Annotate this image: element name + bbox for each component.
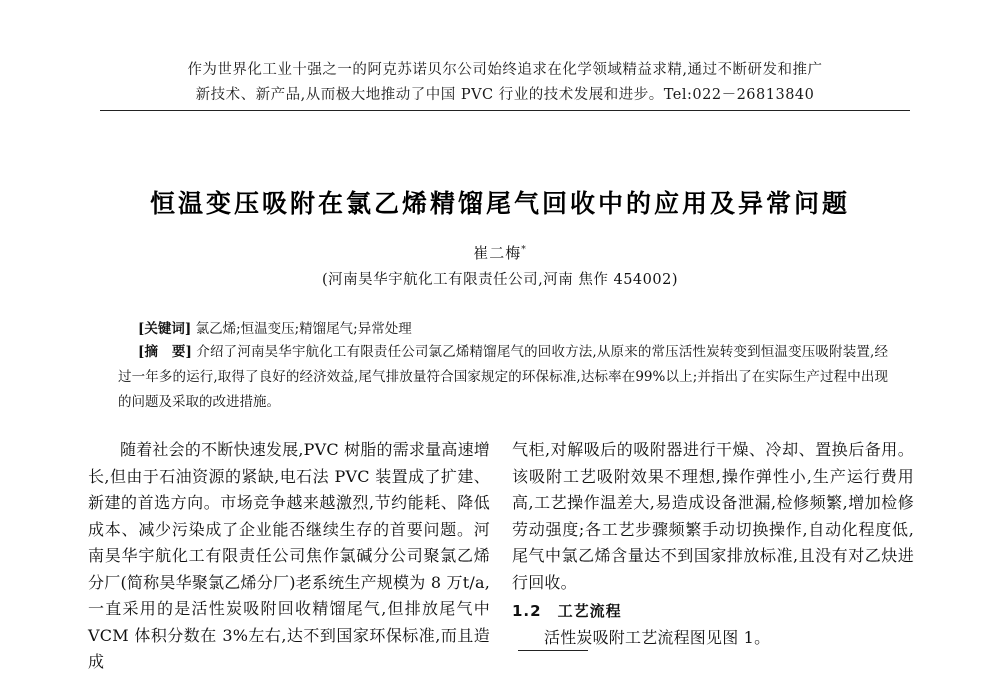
section-heading: [512, 598, 914, 625]
article-title: 恒温变压吸附在氯乙烯精馏尾气回收中的应用及异常问题: [149, 189, 850, 218]
abstract-label: [摘 要]: [138, 344, 192, 360]
author-affiliation: (河南昊华宇航化工有限责任公司,河南 焦作 454002): [322, 272, 678, 288]
header-divider: [100, 110, 910, 111]
author-line: [0, 242, 1000, 263]
header-line-1: 作为世界化工业十强之一的阿克苏诺贝尔公司始终追求在化学领域精益求精,通过不断研发和推广: [187, 62, 823, 78]
keywords-label: [关键词]: [138, 321, 192, 337]
section-text: 活性炭吸附工艺流程图见图 1。: [544, 627, 771, 647]
keywords-block: [138, 318, 888, 340]
body-paragraph-right: 气柜,对解吸后的吸附器进行干燥、冷却、置换后备用。该吸附工艺吸附效果不理想,操作弹性小,生产运行费用高,工艺操作温差大,易造成设备泄漏,检修频繁,增加检修劳动强度;各工艺步骤频繁手动切换操作,自动化程度低,尾气中氯乙烯含量达不到国家排放标准,且没有对乙炔进行回收。: [512, 440, 914, 592]
author-name: 崔二梅: [473, 244, 522, 262]
body-paragraph-left: 随着社会的不断快速发展,PVC 树脂的需求量高速增长,但由于石油资源的紧缺,电石法 PVC 装置成了扩建、新建的首选方向。市场竞争越来越激烈,节约能耗、降低成本、减少污染成了企业能否继续生存的首要问题。河南昊华宇航化工有限责任公司焦作氯碱分公司聚氯乙烯分厂(简称昊华聚氯乙烯分厂)老系统生产规模为 8 万t/a,一直采用的是活性炭吸附回收精馏尾气,但排放尾气中 VCM 体积分数在 3%左右,达不到国家环保标准,而且造成: [88, 440, 490, 671]
body-column-left: [88, 437, 490, 676]
author-footnote-mark: *: [521, 245, 527, 255]
section-title: 工艺流程: [557, 602, 622, 620]
keywords-text: 氯乙烯;恒温变压;精馏尾气;异常处理: [195, 321, 412, 337]
journal-header-banner: [100, 58, 910, 108]
header-line-2: 新技术、新产品,从而极大地推动了中国 PVC 行业的技术发展和进步。Tel:022－26813840: [195, 87, 815, 103]
abstract-block: [118, 340, 888, 415]
section-number: 1.2: [512, 602, 542, 620]
abstract-text: 介绍了河南昊华宇航化工有限责任公司氯乙烯精馏尾气的回收方法,从原来的常压活性炭转变到恒温变压吸附装置,经过一年多的运行,取得了良好的经济效益,尾气排放量符合国家规定的环保标准,达标率在99%以上;并指出了在实际生产过程中出现的问题及采取的改进措施。: [118, 344, 888, 410]
body-column-right: [512, 437, 914, 651]
